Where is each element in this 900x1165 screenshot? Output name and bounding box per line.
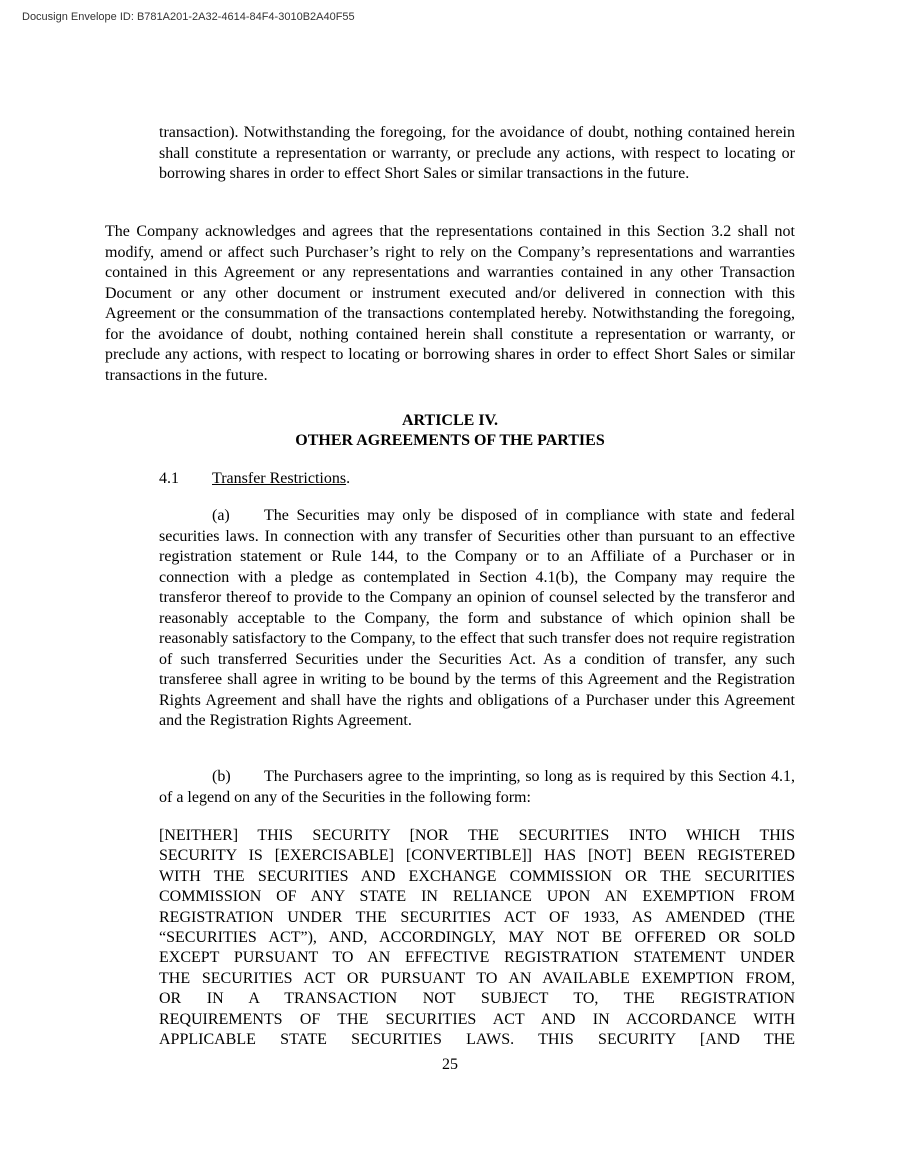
legend-line: EXCEPT PURSUANT TO AN EFFECTIVE REGISTRATION STATEMENT UNDER [159, 949, 795, 967]
legend-line: OR IN A TRANSACTION NOT SUBJECT TO, THE REGISTRATION [159, 990, 795, 1008]
section-title [212, 470, 350, 487]
legend-line: COMMISSION OF ANY STATE IN RELIANCE UPON AN EXEMPTION FROM [159, 888, 795, 906]
legend-line: WITH THE SECURITIES AND EXCHANGE COMMISSION OR THE SECURITIES [159, 867, 795, 885]
legend-line: [NEITHER] THIS SECURITY [NOR THE SECURITIES INTO WHICH THIS [159, 827, 795, 844]
section-title-suffix: . [346, 470, 351, 487]
subsection-a-label: (a) [212, 507, 230, 524]
legend-line: SECURITY IS [EXERCISABLE] [CONVERTIBLE]] HAS [NOT] BEEN REGISTERED [159, 847, 795, 865]
acknowledgement-paragraph: The Company acknowledges and agrees that the representations contained in this Section 3.2 shall not modify, amend or affect such Purchaser’s right to rely on the Company’s representations and warranties contained in this Agreement or any representations and warranties contained in any other Transaction Document or any other document or instrument executed and/or delivered in connection with this Agreement or the consummation of the transactions contemplated hereby. Notwithstanding the foregoing, for the avoidance of doubt, nothing contained herein shall constitute a representation or warranty, or preclude any actions, with respect to locating or borrowing shares in order to effect Short Sales or similar transactions in the future. [105, 223, 795, 384]
article-number: ARTICLE IV. [401, 412, 499, 429]
continuation-paragraph: transaction). Notwithstanding the foregoing, for the avoidance of doubt, nothing contained herein shall constitute a representation or warranty, or preclude any actions, with respect to locating or borrowing shares in order to effect Short Sales or similar transactions in the future. [159, 124, 795, 182]
legend-line: REQUIREMENTS OF THE SECURITIES ACT AND IN ACCORDANCE WITH [159, 1010, 795, 1028]
subsection-a-text: The Securities may only be disposed of in compliance with state and federal securities laws. In connection with any transfer of Securities other than pursuant to an effective registration statement or Rule 144, to the Company or to an Affiliate of a Purchaser or in connection with a pledge as contemplated in Section 4.1(b), the Company may require the transferor thereof to provide to the Company an opinion of counsel selected by the transferor and reasonably acceptable to the Company, the form and substance of which opinion shall be reasonably satisfactory to the Company, to the effect that such transfer does not require registration of such transferred Securities under the Securities Act. As a condition of transfer, any such transferee shall agree in writing to be bound by the terms of this Agreement and the Registration Rights Agreement and shall have the rights and obligations of a Purchaser under this Agreement and the Registration Rights Agreement. [159, 507, 795, 729]
page-number: 25 [442, 1056, 458, 1073]
legend-line: APPLICABLE STATE SECURITIES LAWS. THIS SECURITY [AND THE [159, 1031, 795, 1049]
securities-legend [159, 826, 795, 1050]
section-title-text: Transfer Restrictions [212, 470, 347, 487]
legend-line: REGISTRATION UNDER THE SECURITIES ACT OF 1933, AS AMENDED (THE [159, 908, 795, 926]
subsection-b [159, 767, 795, 808]
envelope-id: Docusign Envelope ID: B781A201-2A32-4614-84F4-3010B2A40F55 [22, 11, 355, 23]
subsection-a [159, 506, 795, 732]
subsection-b-label: (b) [212, 768, 231, 785]
legend-line: “SECURITIES ACT”), AND, ACCORDINGLY, MAY NOT BE OFFERED OR SOLD [159, 929, 795, 947]
article-title: OTHER AGREEMENTS OF THE PARTIES [295, 432, 605, 449]
subsection-b-text: The Purchasers agree to the imprinting, so long as is required by this Section 4.1, of a legend on any of the Securities in the following form: [159, 768, 795, 806]
legend-line: THE SECURITIES ACT OR PURSUANT TO AN AVAILABLE EXEMPTION FROM, [159, 969, 795, 987]
section-heading [159, 469, 350, 490]
section-number: 4.1 [159, 470, 179, 487]
